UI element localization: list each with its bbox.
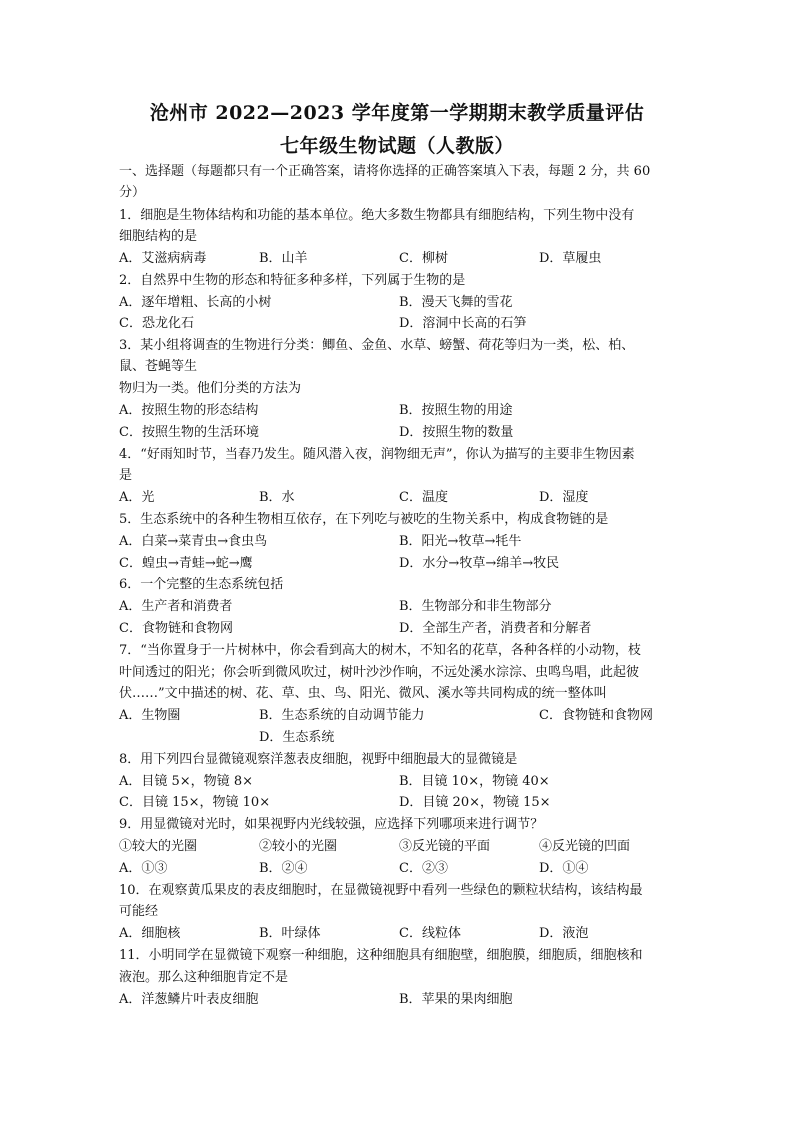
q7-option-d: D．生态系统 (259, 730, 335, 745)
question-4-stem: 4．“好雨知时节，当春乃发生。随风潜入夜，润物细无声”，你认为描写的主要非生物因素 (119, 447, 635, 462)
q5-option-b: B．阳光→牧草→牦牛 (399, 534, 522, 549)
q3-option-b: B．按照生物的用途 (399, 403, 513, 418)
question-11-stem: 11．小明同学在显微镜下观察一种细胞，这种细胞具有细胞壁，细胞膜，细胞质，细胞核和 (119, 948, 643, 963)
q3-option-d: D．按照生物的数量 (399, 425, 514, 440)
question-1-stem: 1．细胞是生物体结构和功能的基本单位。绝大多数生物都具有细胞结构，下列生物中没有 (119, 208, 635, 223)
question-1-stem-cont: 细胞结构的是 (119, 229, 198, 244)
q6-option-a: A．生产者和消费者 (119, 599, 233, 614)
q8-option-c: C．目镜 15×，物镜 10× (119, 795, 271, 810)
q1-option-a: A．艾滋病病毒 (119, 251, 207, 266)
q6-option-d: D．全部生产者，消费者和分解者 (399, 621, 592, 636)
question-7-stem-cont: 叶间透过的阳光；你会听到微风吹过，树叶沙沙作响，不远处溪水淙淙、虫鸣鸟唱，此起彼 (119, 665, 640, 680)
question-3-stem: 3．某小组将调查的生物进行分类：鲫鱼、金鱼、水草、螃蟹、荷花等归为一类，松、柏、 (119, 338, 635, 353)
q7-option-b: B．生态系统的自动调节能力 (259, 708, 425, 723)
question-7-stem-cont2: 伏……”文中描述的树、花、草、虫、鸟、阳光、微风、溪水等共同构成的统一整体叫 (119, 686, 607, 701)
q5-option-d: D．水分→牧草→绵羊→牧民 (399, 556, 560, 571)
question-6-stem: 6．一个完整的生态系统包括 (119, 577, 284, 592)
exam-title: 沧州市 2022—2023 学年度第一学期期末教学质量评估 (149, 102, 645, 124)
q4-option-b: B．水 (259, 490, 295, 505)
q2-option-c: C．恐龙化石 (119, 316, 194, 331)
q7-option-c: C．食物链和食物网 (539, 708, 653, 723)
q9-item-3: ③反光镜的平面 (399, 839, 491, 854)
q9-option-c: C．②③ (399, 861, 448, 876)
q5-option-c: C．蝗虫→青蛙→蛇→鹰 (119, 556, 253, 571)
question-3-stem-cont: 鼠、苍蝇等生 (119, 359, 198, 374)
section-instructions-cont: 分） (119, 185, 146, 200)
q1-option-c: C．柳树 (399, 251, 448, 266)
q9-option-a: A．①③ (119, 861, 168, 876)
question-8-stem: 8．用下列四台显微镜观察洋葱表皮细胞，视野中细胞最大的显微镜是 (119, 752, 518, 767)
q9-option-d: D．①④ (539, 861, 589, 876)
q6-option-b: B．生物部分和非生物部分 (399, 599, 552, 614)
q6-option-c: C．食物链和食物网 (119, 621, 233, 636)
q2-option-b: B．漫天飞舞的雪花 (399, 295, 513, 310)
question-2-stem: 2．自然界中生物的形态和特征多种多样，下列属于生物的是 (119, 273, 466, 288)
q11-option-a: A．洋葱鳞片叶表皮细胞 (119, 992, 259, 1007)
q3-option-a: A．按照生物的形态结构 (119, 403, 259, 418)
q9-item-1: ①较大的光圈 (119, 839, 198, 854)
q9-item-4: ④反光镜的凹面 (539, 839, 631, 854)
question-3-stem-cont2: 物归为一类。他们分类的方法为 (119, 381, 302, 396)
q10-option-b: B．叶绿体 (259, 926, 321, 941)
q4-option-d: D．湿度 (539, 490, 589, 505)
question-11-stem-cont: 液泡。那么这种细胞肯定不是 (119, 970, 289, 985)
section-instructions: 一、选择题（每题都只有一个正确答案，请将你选择的正确答案填入下表，每题 2 分，共 60 (119, 164, 651, 179)
q4-option-c: C．温度 (399, 490, 448, 505)
q2-option-d: D．溶洞中长高的石笋 (399, 316, 527, 331)
question-9-stem: 9．用显微镜对光时，如果视野内光线较强，应选择下列哪项来进行调节？ (119, 817, 544, 832)
question-10-stem: 10．在观察黄瓜果皮的表皮细胞时，在显微镜视野中看列一些绿色的颗粒状结构，该结构最 (119, 883, 643, 898)
question-7-stem: 7．“当你置身于一片树林中，你会看到高大的树木，不知名的花草，各种各样的小动物，枝 (119, 643, 641, 658)
question-5-stem: 5．生态系统中的各种生物相互依存，在下列吃与被吃的生物关系中，构成食物链的是 (119, 512, 609, 527)
q11-option-b: B．苹果的果肉细胞 (399, 992, 513, 1007)
question-4-stem-cont: 是 (119, 468, 133, 483)
exam-subtitle: 七年级生物试题（人教版） (279, 135, 514, 157)
q9-option-b: B．②④ (259, 861, 308, 876)
q7-option-a: A．生物圈 (119, 708, 181, 723)
q4-option-a: A．光 (119, 490, 155, 505)
q10-option-a: A．细胞核 (119, 926, 181, 941)
q8-option-a: A．目镜 5×，物镜 8× (119, 774, 253, 789)
q8-option-b: B．目镜 10×，物镜 40× (399, 774, 550, 789)
q10-option-c: C．线粒体 (399, 926, 461, 941)
question-10-stem-cont: 可能经 (119, 904, 159, 919)
q9-item-2: ②较小的光圈 (259, 839, 338, 854)
q2-option-a: A．逐年增粗、长高的小树 (119, 295, 272, 310)
q1-option-b: B．山羊 (259, 251, 308, 266)
q8-option-d: D．目镜 20×，物镜 15× (399, 795, 551, 810)
q10-option-d: D．液泡 (539, 926, 589, 941)
q5-option-a: A．白菜→菜青虫→食虫鸟 (119, 534, 268, 549)
q1-option-d: D．草履虫 (539, 251, 602, 266)
q3-option-c: C．按照生物的生活环境 (119, 425, 259, 440)
